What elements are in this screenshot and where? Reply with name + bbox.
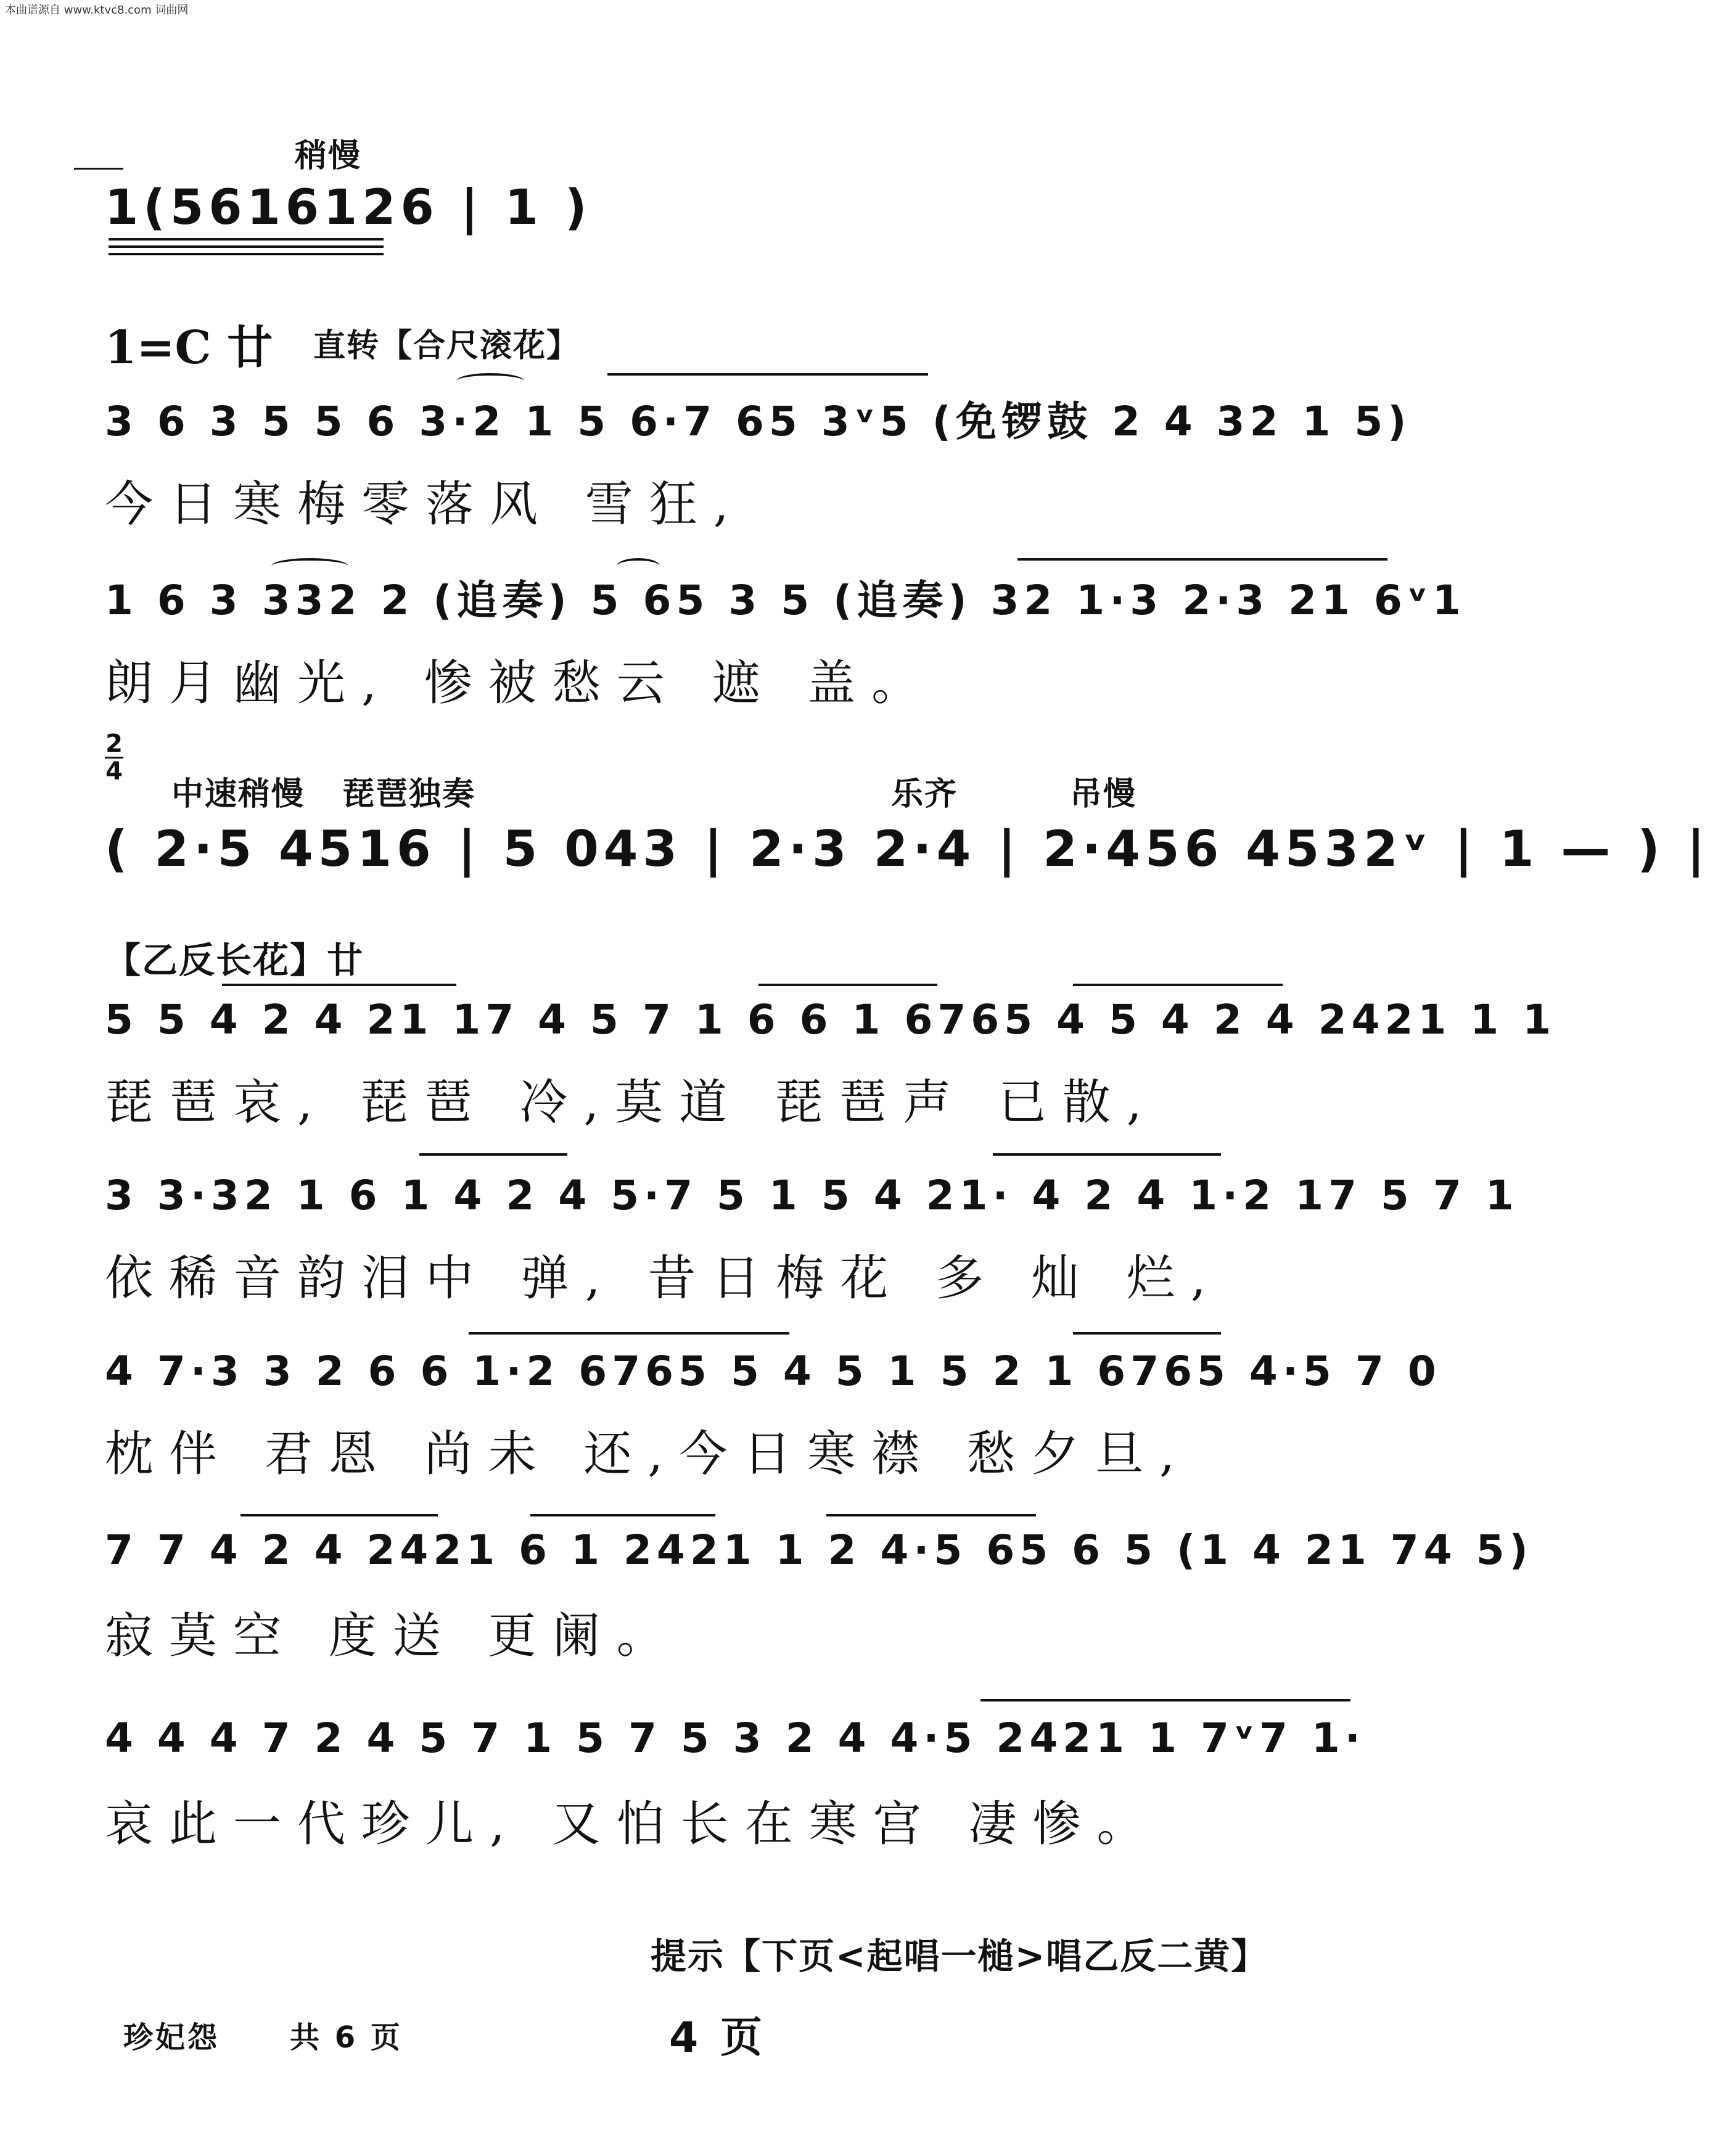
notation-line-2: 1 6 3 332 2 (追奏) 5 65 3 5 (追奏) 32 1·3 2·3 21 6ᵛ1 [105,577,1466,624]
lyrics-line-5: 枕伴 君恩 尚未 还,今日寒襟 愁夕旦, [105,1426,1191,1482]
underline [109,253,384,255]
interlude-marking-solo: 琵琶独奏 [342,776,476,813]
tempo-marking: 稍慢 [295,138,362,175]
total-pages: 共 6 页 [290,2020,403,2055]
phrase-bracket [607,373,928,382]
slur [456,373,524,389]
phrase-mark [74,168,123,170]
notation-line-7: 4 4 4 7 2 4 5 7 1 5 7 5 3 2 4 4·5 2421 1 7ᵛ7 1· [105,1714,1365,1762]
interlude-marking-slow: 吊慢 [1070,776,1137,813]
time-signature-bottom: 4 [105,757,123,786]
phrase-bracket [469,1332,789,1341]
phrase-bracket [758,984,937,992]
phrase-bracket [980,1699,1350,1708]
phrase-bracket [1017,558,1387,567]
interlude-notes: ( 2·5 4516 | 5 043 | 2·3 2·4 | 2·456 4532ᵛ | 1 — ) | [105,820,1710,878]
key-signature: 1=C 廿 [105,321,273,374]
lyrics-line-3: 琵琶哀, 琵琶 冷,莫道 琵琶声 已散, [105,1075,1158,1130]
interlude-marking-ensemble: 乐齐 [891,776,958,813]
time-signature [105,731,123,784]
phrase-bracket [530,1514,715,1523]
phrase-bracket [993,1153,1221,1162]
next-page-hint: 提示【下页<起唱一槌>唱乙反二黄】 [651,1935,1268,1977]
phrase-bracket [1073,984,1283,992]
notation-line-5: 4 7·3 3 2 6 6 1·2 6765 5 4 5 1 5 2 1 6765 4·5 7 0 [105,1348,1441,1395]
time-signature-top: 2 [105,730,123,758]
site-header: 本曲谱源自 www.ktvc8.com 词曲网 [5,4,189,17]
phrase-bracket [826,1514,1036,1523]
intro-notes: 1(5616126 | 1 ) [105,180,592,236]
modulation-marking: 直转【合尺滚花】 [313,327,580,364]
interlude-marking-tempo: 中速稍慢 [171,776,305,813]
underline [109,238,384,241]
song-title: 珍妃怨 [123,2020,220,2055]
lyrics-line-1: 今日寒梅零落风 雪狂, [105,477,745,532]
underline [109,245,384,248]
section-title: 【乙反长花】廿 [105,939,364,981]
notation-line-4: 3 3·32 1 6 1 4 2 4 5·7 5 1 5 4 21· 4 2 4 1·2 17 5 7 1 [105,1172,1519,1219]
lyrics-line-2: 朗月幽光, 惨被愁云 遮 盖。 [105,656,936,711]
lyrics-line-6: 寂莫空 度送 更阑。 [105,1608,681,1664]
phrase-bracket [222,984,456,992]
phrase-bracket [240,1514,438,1523]
page-number: 4 页 [669,2014,766,2062]
phrase-bracket [419,1153,567,1162]
lyrics-line-7: 哀此一代珍儿, 又怕长在寒宫 凄惨。 [105,1796,1161,1852]
phrase-bracket [1073,1332,1221,1341]
lyrics-line-4: 依稀音韵泪中 弹, 昔日梅花 多 灿 烂, [105,1251,1222,1306]
notation-line-6: 7 7 4 2 4 2421 6 1 2421 1 2 4·5 65 6 5 (1 4 21 74 5) [105,1526,1533,1574]
notation-line-3: 5 5 4 2 4 21 17 4 5 7 1 6 6 1 6765 4 5 4 2 4 2421 1 1 [105,996,1556,1043]
notation-line-1: 3 6 3 5 5 6 3·2 1 5 6·7 65 3ᵛ5 (免锣鼓 2 4 32 1 5) [105,398,1412,445]
